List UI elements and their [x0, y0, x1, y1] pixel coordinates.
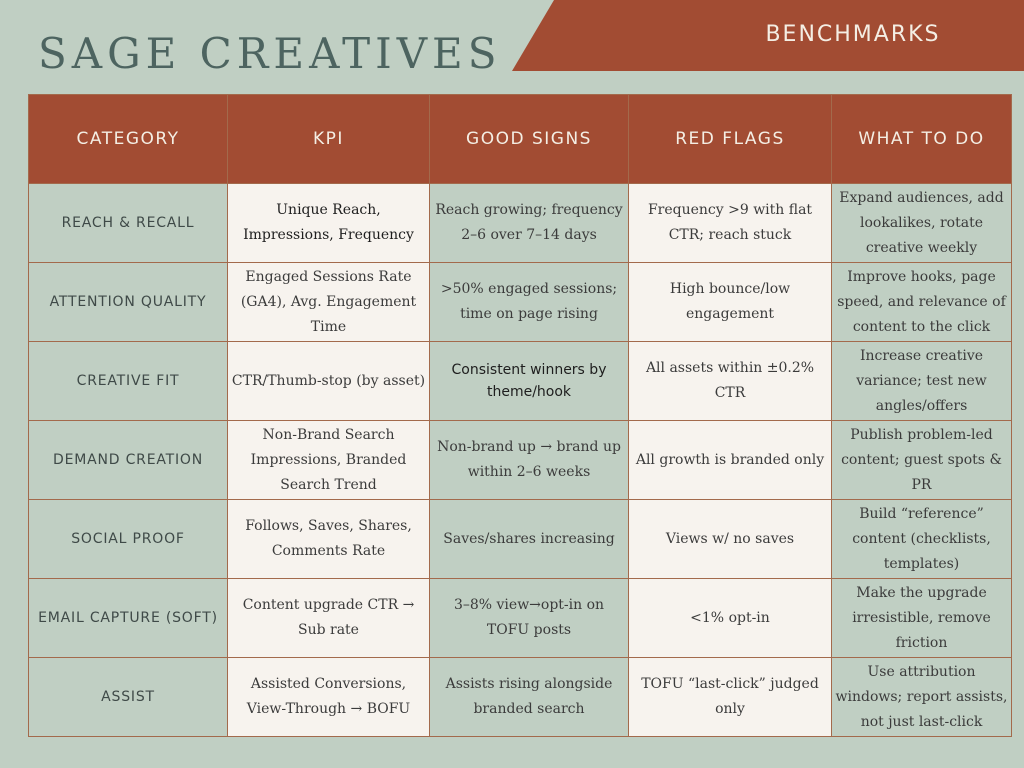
row-kpi: Engaged Sessions Rate (GA4), Avg. Engagement Time — [228, 263, 430, 342]
header-red-flags: RED FLAGS — [629, 95, 832, 184]
row-what-to-do: Make the upgrade irresistible, remove friction — [832, 579, 1012, 658]
row-category: DEMAND CREATION — [29, 421, 228, 500]
row-kpi: Non-Brand Search Impressions, Branded Search Trend — [228, 421, 430, 500]
row-good-signs: 3–8% view→opt-in on TOFU posts — [430, 579, 629, 658]
row-what-to-do: Publish problem-led content; guest spots & PR — [832, 421, 1012, 500]
benchmarks-banner-label: BENCHMARKS — [765, 22, 941, 47]
table-header-row — [29, 95, 1012, 184]
brand-title: SAGE CREATIVES — [38, 29, 502, 78]
header-what-to-do: WHAT TO DO — [832, 95, 1012, 184]
table-row — [29, 184, 1012, 263]
row-good-signs: Assists rising alongside branded search — [430, 658, 629, 737]
row-what-to-do: Build “reference” content (checklists, templates) — [832, 500, 1012, 579]
header-kpi: KPI — [228, 95, 430, 184]
benchmarks-table — [28, 94, 1012, 737]
row-red-flags: <1% opt-in — [629, 579, 832, 658]
row-good-signs: Saves/shares increasing — [430, 500, 629, 579]
row-red-flags: Views w/ no saves — [629, 500, 832, 579]
row-good-signs: Non-brand up → brand up within 2–6 weeks — [430, 421, 629, 500]
header-category: CATEGORY — [29, 95, 228, 184]
table-row — [29, 658, 1012, 737]
row-kpi: Assisted Conversions, View-Through → BOFU — [228, 658, 430, 737]
table-row — [29, 263, 1012, 342]
row-red-flags: High bounce/low engagement — [629, 263, 832, 342]
table-row — [29, 342, 1012, 421]
table-row — [29, 421, 1012, 500]
row-kpi: Follows, Saves, Shares, Comments Rate — [228, 500, 430, 579]
row-kpi: CTR/Thumb-stop (by asset) — [228, 342, 430, 421]
row-category: CREATIVE FIT — [29, 342, 228, 421]
row-kpi: Content upgrade CTR → Sub rate — [228, 579, 430, 658]
row-good-signs: >50% engaged sessions; time on page rising — [430, 263, 629, 342]
row-category: REACH & RECALL — [29, 184, 228, 263]
row-red-flags: All growth is branded only — [629, 421, 832, 500]
row-what-to-do: Increase creative variance; test new angles/offers — [832, 342, 1012, 421]
row-category: ASSIST — [29, 658, 228, 737]
row-category: ATTENTION QUALITY — [29, 263, 228, 342]
row-what-to-do: Improve hooks, page speed, and relevance of content to the click — [832, 263, 1012, 342]
row-what-to-do: Use attribution windows; report assists, not just last-click — [832, 658, 1012, 737]
row-category: EMAIL CAPTURE (SOFT) — [29, 579, 228, 658]
row-red-flags: TOFU “last-click” judged only — [629, 658, 832, 737]
table-row — [29, 579, 1012, 658]
row-kpi: Unique Reach, Impressions, Frequency — [228, 184, 430, 263]
header-good-signs: GOOD SIGNS — [430, 95, 629, 184]
row-red-flags: Frequency >9 with flat CTR; reach stuck — [629, 184, 832, 263]
row-what-to-do: Expand audiences, add lookalikes, rotate creative weekly — [832, 184, 1012, 263]
table-row — [29, 500, 1012, 579]
row-good-signs: Reach growing; frequency 2–6 over 7–14 days — [430, 184, 629, 263]
row-category: SOCIAL PROOF — [29, 500, 228, 579]
row-good-signs: Consistent winners by theme/hook — [430, 342, 629, 421]
row-red-flags: All assets within ±0.2% CTR — [629, 342, 832, 421]
